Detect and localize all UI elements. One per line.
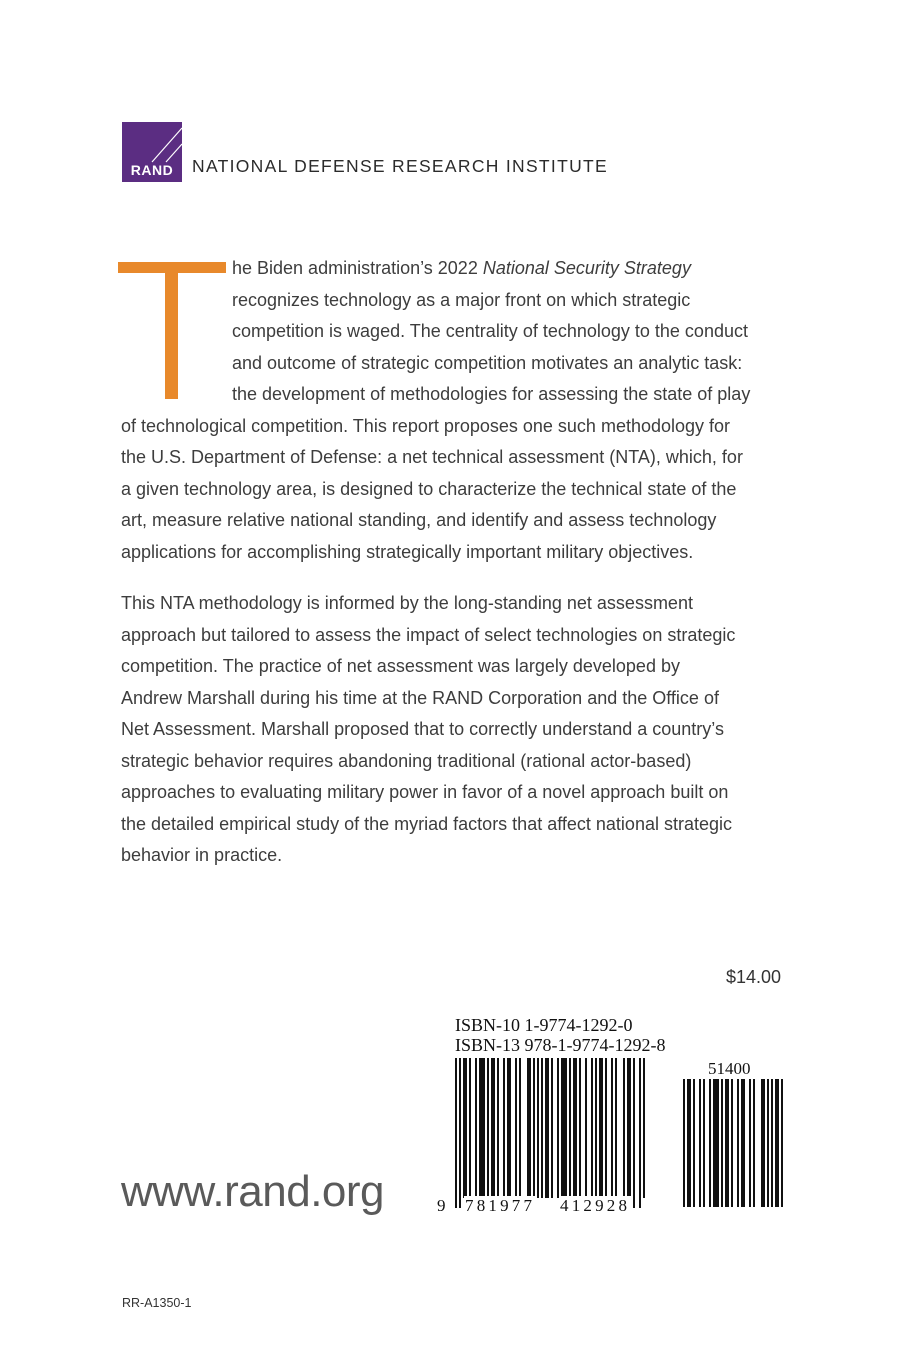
- para1-line: and outcome of strategic competition motivates an analytic task:: [232, 353, 743, 373]
- institute-name: NATIONAL DEFENSE RESEARCH INSTITUTE: [192, 156, 608, 176]
- barcode-bar: [683, 1079, 685, 1207]
- website-url[interactable]: www.rand.org: [121, 1167, 385, 1216]
- para1-line: the development of methodologies for assessing the state of play: [232, 384, 751, 404]
- addon-barcode: [683, 1079, 785, 1209]
- barcode-bar: [561, 1058, 567, 1198]
- barcode-bar: [579, 1058, 581, 1198]
- barcode-bar: [775, 1079, 779, 1207]
- barcode-bar: [709, 1079, 711, 1207]
- barcode-bar: [519, 1058, 521, 1198]
- barcode-bar: [741, 1079, 745, 1207]
- barcode-bar: [643, 1058, 645, 1198]
- barcode-bar: [721, 1079, 723, 1207]
- barcode-bar: [569, 1058, 571, 1198]
- addon-code: 51400: [708, 1059, 751, 1078]
- barcode-bar: [761, 1079, 765, 1207]
- barcode-bar: [527, 1058, 531, 1198]
- logo-text: RAND: [130, 162, 174, 178]
- para1-line: he Biden administration’s 2022 National Security Strategy: [232, 258, 691, 278]
- para2-line: Andrew Marshall during his time at the RAND Corporation and the Office of: [121, 687, 719, 708]
- barcode-bar: [731, 1079, 733, 1207]
- barcode-left-digits: 781977: [465, 1196, 536, 1215]
- barcode-bar: [515, 1058, 517, 1198]
- price: $14.00: [726, 967, 782, 987]
- barcode-bar: [573, 1058, 577, 1198]
- paragraph-2: [121, 588, 735, 872]
- barcode-bar: [545, 1058, 549, 1198]
- ean13-barcode: [455, 1058, 665, 1210]
- barcode-bar: [537, 1058, 539, 1198]
- barcode-bar: [463, 1058, 467, 1198]
- para2-line: approach but tailored to assess the impact of select technologies on strategic: [121, 624, 736, 645]
- barcode-bar: [627, 1058, 631, 1198]
- barcode-bar: [623, 1058, 625, 1198]
- para1-line: applications for accomplishing strategically important military objectives.: [121, 542, 694, 562]
- isbn-13: ISBN-13 978-1-9774-1292-8: [455, 1035, 666, 1055]
- barcode-bar: [491, 1058, 495, 1198]
- para2-line: Net Assessment. Marshall proposed that to correctly understand a country’s: [121, 719, 724, 739]
- barcode-lead-digit: 9: [437, 1196, 449, 1215]
- para1-line: a given technology area, is designed to characterize the technical state of the: [121, 479, 737, 499]
- barcode-bar: [475, 1058, 477, 1198]
- para2-line: behavior in practice.: [121, 845, 283, 865]
- para2-line: approaches to evaluating military power in favor of a novel approach built on: [121, 782, 729, 802]
- para1-line: competition is waged. The centrality of technology to the conduct: [232, 321, 748, 341]
- para2-line: strategic behavior requires abandoning traditional (rational actor-based): [121, 750, 692, 771]
- barcode-bar: [725, 1079, 729, 1207]
- para2-line: the detailed empirical study of the myriad factors that affect national strategic: [121, 813, 732, 834]
- barcode-bar: [557, 1058, 559, 1198]
- barcode-bar: [595, 1058, 597, 1198]
- barcode-bar: [541, 1058, 543, 1198]
- barcode-bar: [459, 1058, 461, 1208]
- barcode-bar: [781, 1079, 783, 1207]
- barcode-bar: [699, 1079, 701, 1207]
- isbn-10: ISBN-10 1-9774-1292-0: [455, 1015, 633, 1035]
- barcode-bar: [455, 1058, 457, 1208]
- barcode-bar: [611, 1058, 613, 1198]
- barcode-bar: [749, 1079, 751, 1207]
- barcode-bar: [487, 1058, 489, 1198]
- barcode-bar: [633, 1058, 635, 1208]
- barcode-bar: [497, 1058, 499, 1198]
- barcode-bar: [507, 1058, 511, 1198]
- barcode-bar: [605, 1058, 607, 1198]
- barcode-bar: [737, 1079, 739, 1207]
- barcode-bar: [551, 1058, 553, 1198]
- barcode-bar: [767, 1079, 769, 1207]
- barcode-right-digits: 412928: [560, 1196, 631, 1215]
- para1-line: recognizes technology as a major front on which strategic: [232, 290, 691, 310]
- barcode-bar: [533, 1058, 535, 1198]
- para1-line: art, measure relative national standing, and identify and assess technology: [121, 510, 717, 530]
- barcode-bar: [771, 1079, 773, 1207]
- para2-line: This NTA methodology is informed by the long-standing net assessment: [121, 593, 693, 613]
- barcode-bar: [703, 1079, 705, 1207]
- para1-line: of technological competition. This report proposes one such methodology for: [121, 416, 731, 436]
- rand-logo: [122, 122, 182, 182]
- barcode-bar: [687, 1079, 691, 1207]
- report-number: RR-A1350-1: [122, 1296, 192, 1310]
- barcode-bar: [503, 1058, 505, 1198]
- barcode-bar: [479, 1058, 485, 1198]
- barcode-bar: [585, 1058, 587, 1198]
- para1-line: the U.S. Department of Defense: a net technical assessment (NTA), which, for: [121, 447, 743, 467]
- barcode-bar: [693, 1079, 695, 1207]
- para2-line: competition. The practice of net assessment was largely developed by: [121, 656, 680, 676]
- barcode-bar: [469, 1058, 471, 1198]
- barcode-bar: [599, 1058, 603, 1198]
- barcode-bar: [753, 1079, 755, 1207]
- barcode-bar: [591, 1058, 593, 1198]
- dropcap-t: [118, 258, 228, 400]
- barcode-bar: [615, 1058, 617, 1198]
- barcode-bar: [639, 1058, 641, 1208]
- barcode-bar: [713, 1079, 719, 1207]
